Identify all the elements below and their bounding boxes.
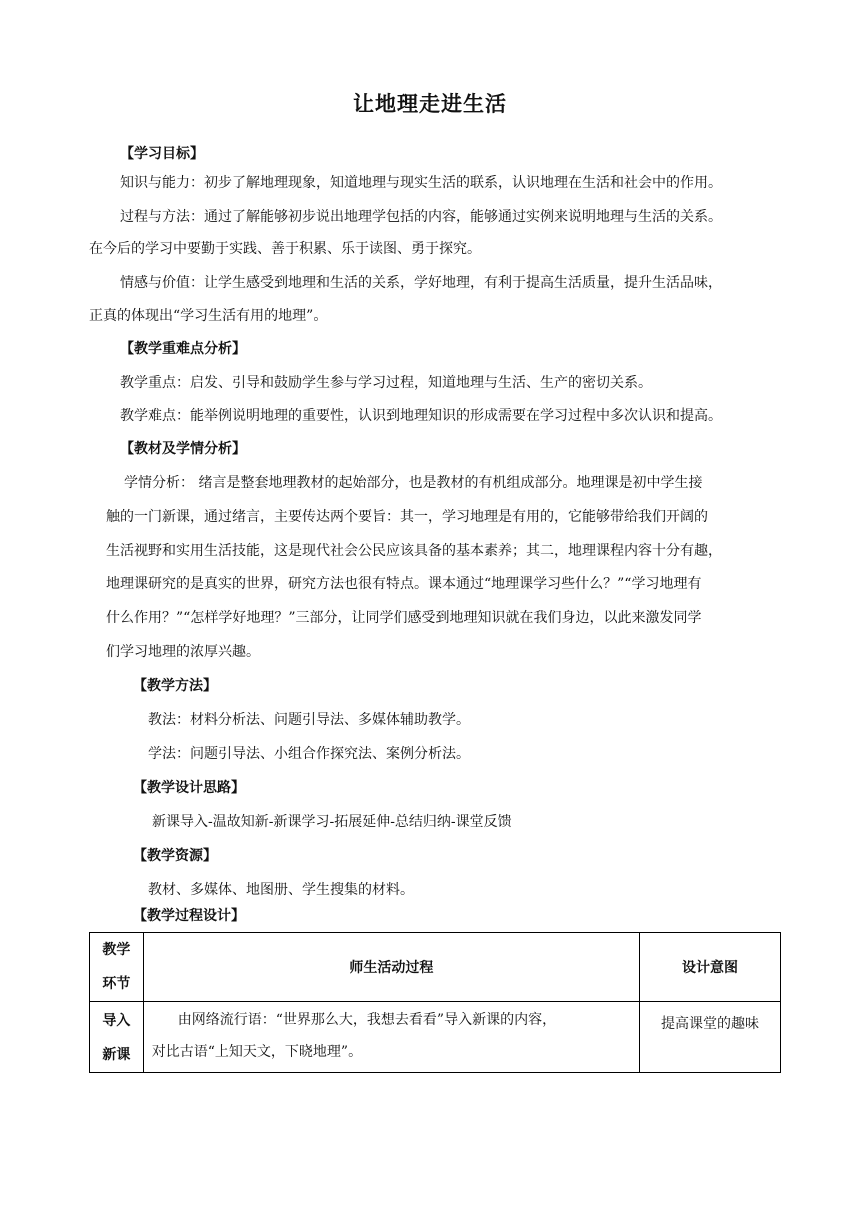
process-table [89,932,781,1073]
analysis-line: 生活视野和实用生活技能，这是现代社会公民应该具备的基本素养；其二，地理课程内容十分有趣， [106,543,722,559]
row-cell-intent: 提高课堂的趣味 [639,1002,780,1073]
methods-teaching: 教法：材料分析法、问题引导法、多媒体辅助教学。 [148,712,470,728]
section-heading-analysis: 【教材及学情分析】 [120,441,246,457]
section-heading-resources: 【教学资源】 [133,848,217,864]
header-cell-activities: 师生活动过程 [143,933,639,1002]
methods-learning: 学法：问题引导法、小组合作探究法、案例分析法。 [148,746,470,762]
row-activities-line1: 由网络流行语：“世界那么大，我想去看看”导入新课的内容， [177,1012,557,1028]
header-cell-stage [90,933,144,1002]
row-stage-line1: 导入 [102,1013,131,1029]
row-cell-stage [90,1002,144,1073]
section-heading-process: 【教学过程设计】 [133,908,245,924]
header-cell-intent: 设计意图 [639,933,780,1002]
analysis-line: 地理课研究的是真实的世界，研究方法也很有特点。课本通过“地理课学习些什么？”“学习地理有 [106,576,702,592]
resources-list: 教材、多媒体、地图册、学生搜集的材料。 [148,882,414,898]
section-heading-key-points: 【教学重难点分析】 [120,341,246,357]
header-stage-line1: 教学 [102,942,131,958]
page-title: 让地理走进生活 [353,91,507,116]
analysis-line: 们学习地理的浓厚兴趣。 [106,644,260,660]
row-activities-line2: 对比古语“上知天文，下晓地理”。 [151,1044,363,1060]
objectives-process-line2: 在今后的学习中要勤于实践、善于积累、乐于读图、勇于探究。 [89,241,481,257]
section-heading-design: 【教学设计思路】 [133,780,245,796]
row-cell-activities [143,1002,639,1073]
analysis-line: 触的一门新课，通过绪言，主要传达两个要旨：其一，学习地理是有用的，它能够带给我们开阔的 [106,509,708,525]
key-points-difficulty: 教学难点：能举例说明地理的重要性，认识到地理知识的形成需要在学习过程中多次认识和提高。 [120,408,722,424]
key-points-focus: 教学重点：启发、引导和鼓励学生参与学习过程，知道地理与生活、生产的密切关系。 [120,375,652,391]
analysis-line: 什么作用？”“怎样学好地理？”三部分，让同学们感受到地理知识就在我们身边，以此来激发同学 [106,610,702,626]
analysis-line: 学情分析： 绪言是整套地理教材的起始部分，也是教材的有机组成部分。地理课是初中学生接 [124,475,703,491]
header-stage-line2: 环节 [102,976,131,992]
objectives-emotion-line2: 正真的体现出“学习生活有用的地理”。 [89,308,328,324]
table-header-row [90,933,781,1002]
objectives-emotion-line1: 情感与价值：让学生感受到地理和生活的关系，学好地理，有利于提高生活质量，提升生活品味， [120,275,722,291]
objectives-process-line1: 过程与方法：通过了解能够初步说出地理学包括的内容，能够通过实例来说明地理与生活的关系。 [120,209,722,225]
section-heading-objectives: 【学习目标】 [120,146,204,162]
objectives-knowledge: 知识与能力：初步了解地理现象，知道地理与现实生活的联系，认识地理在生活和社会中的作用。 [120,175,722,191]
table-row [90,1002,781,1073]
row-stage-line2: 新课 [102,1047,131,1063]
section-heading-methods: 【教学方法】 [133,678,217,694]
design-flow: 新课导入-温故知新-新课学习-拓展延伸-总结归纳-课堂反馈 [152,814,512,830]
